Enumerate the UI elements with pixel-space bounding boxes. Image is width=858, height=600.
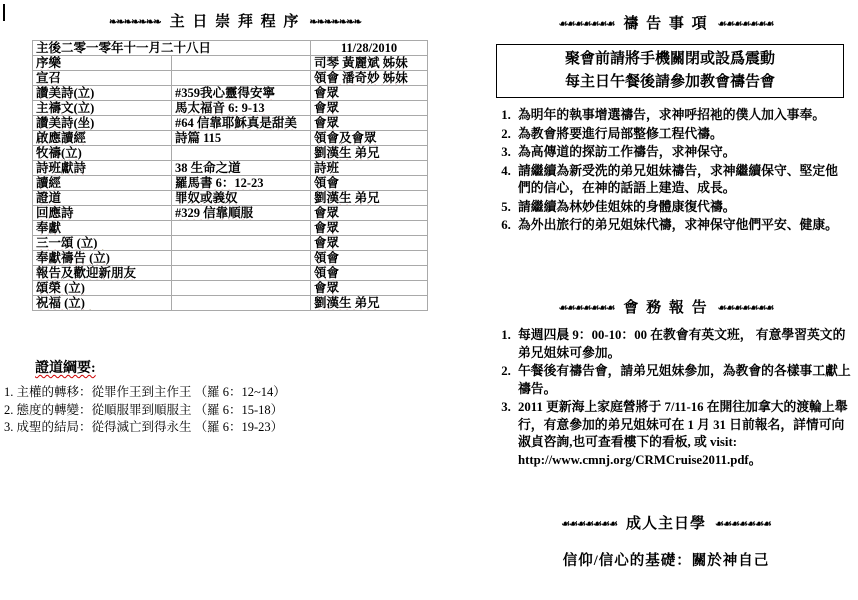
program-item: 主禱文(立) [36,101,95,115]
outline-item: 1. 主權的轉移：從罪作王到主作王 （羅 6：12~14） [4,384,286,402]
service-date-text: 主後二零一零年十一月二十八日 [36,41,212,55]
program-who: 領會 潘奇妙 姊妹 [314,71,408,85]
outline-item: 3. 成聖的結局：從得滅亡到得永生 （羅 6：19-23） [4,419,286,437]
program-item: 報告及歡迎新朋友 [36,266,137,280]
sermon-outline-heading [35,357,96,377]
program-item: 證道 [36,191,62,205]
prayer-section-title [478,12,854,33]
prayer-item: 6. 為外出旅行的弟兄姐妹代禱，求神保守他們平安、健康。 [514,217,850,235]
program-who: 會眾 [314,281,340,295]
program-item: 序樂 [36,56,62,70]
sunday-school-title-text: 成人主日學 [625,516,706,532]
program-item: 頌榮 (立) [36,281,85,295]
ornament-chain-icon: ☙☙☙☙☙☙☙ [715,519,771,530]
program-detail: 罪奴或義奴 [175,191,238,205]
program-detail: 詩篇 115 [175,131,222,145]
table-row [33,86,428,101]
program-item: 祝福 (立) [36,296,85,310]
phone-notice-box [496,44,844,98]
report-list [478,327,852,470]
program-who: 劉漢生 弟兄 [314,146,380,160]
program-item: 奉獻 [36,221,62,235]
program-who: 會眾 [314,221,340,235]
program-item: 讚美詩(坐) [36,116,95,130]
prayer-item: 1. 為明年的執事增選禱告，求神呼招祂的僕人加入事奉。 [514,107,850,125]
program-detail: 馬太福音 6: 9-13 [175,101,265,115]
program-who: 會眾 [314,116,340,130]
ornament-chain-icon: ☙☙☙☙☙☙☙ [717,303,774,314]
report-item: 3. 2011 更新海上家庭營將于 7/11-16 在開往加拿大的渡輪上舉行，有意參加的弟兄姐妹可在 1 月 31 日前報名，詳情可向淑貞咨詢,也可查看樓下的看板, 或 visit: http://www.cmnj.org/CRMCruise2011.pdf。 [514,399,852,469]
program-item: 牧禱(立) [36,146,82,160]
program-item: 奉獻禱告 (立) [36,251,110,265]
program-who: 劉漢生 弟兄 [314,296,380,310]
ornament-chain-icon: ❧❧❧❧❧❧❧ [309,17,362,28]
table-row [33,131,428,146]
program-item: 詩班獻詩 [36,161,87,175]
program-detail: #329 信靠順服 [175,206,254,220]
table-row [33,71,428,86]
table-row [33,176,428,191]
program-item: 讚美詩(立) [36,86,95,100]
table-row [33,56,428,71]
program-who: 領會及會眾 [314,131,377,145]
table-row [33,161,428,176]
worship-program-title [0,10,470,31]
table-row [33,296,428,311]
service-date-value: 11/28/2010 [340,41,398,55]
prayer-item: 3. 為高傳道的探訪工作禱告，求神保守。 [514,144,850,162]
report-title-text: 會 務 報 告 [623,300,709,316]
table-row [33,116,428,131]
report-item: 2. 午餐後有禱告會，請弟兄姐妹參加，為教會的各樣事工獻上禱告。 [514,363,852,398]
table-row [33,146,428,161]
table-row [33,221,428,236]
program-item: 三一頌 (立) [36,236,98,250]
program-who: 領會 [314,266,340,280]
table-row [33,251,428,266]
program-detail: #64 信靠耶穌真是甜美 [175,116,297,130]
prayer-item: 4. 請繼續為新受洗的弟兄姐妹禱告，求神繼續保守、堅定他們的信心，在神的話語上建造、成長。 [514,163,850,198]
table-row [33,206,428,221]
report-section-title [478,296,854,317]
program-who: 司琴 黃麗斌 姊妹 [314,56,408,70]
program-item: 宣召 [36,71,62,85]
program-who: 會眾 [314,86,340,100]
worship-program-table [32,40,428,311]
program-who: 會眾 [314,236,340,250]
outline-item: 2. 態度的轉變：從順服罪到順服主 （羅 6：15-18） [4,402,286,420]
table-row [33,191,428,206]
notice-line-2: 每主日午餐後請參加教會禱告會 [564,74,775,90]
program-detail: #359我心靈得安寧 [175,86,276,100]
ornament-chain-icon: ☙☙☙☙☙☙☙ [561,519,617,530]
table-row [33,41,428,56]
program-who: 領會 [314,176,340,190]
table-row [33,281,428,296]
program-who: 會眾 [314,206,340,220]
program-item: 回應詩 [36,206,74,220]
sunday-school-topic: 信仰/信心的基礎：關於神自己 [562,553,770,569]
prayer-list [478,107,850,236]
program-who: 詩班 [314,161,340,175]
sermon-outline-heading-text: 證道綱要: [35,361,96,376]
worship-program-title-text: 主 日 崇 拜 程 序 [169,14,301,30]
program-detail: 羅馬書 6：12-23 [175,176,264,190]
ornament-chain-icon: ☙☙☙☙☙☙☙ [558,19,615,30]
sermon-outline-list [4,384,286,437]
table-row [33,101,428,116]
ornament-chain-icon: ☙☙☙☙☙☙☙ [558,303,615,314]
program-item: 讀經 [36,176,62,190]
prayer-item: 2. 為教會將要進行局部整修工程代禱。 [514,126,850,144]
ornament-chain-icon: ☙☙☙☙☙☙☙ [717,19,774,30]
table-row [33,236,428,251]
program-who: 會眾 [314,101,340,115]
report-item: 1. 每週四晨 9：00-10：00 在教會有英文班， 有意學習英文的弟兄姐妹可參加。 [514,327,852,362]
notice-line-1: 聚會前請將手機關閉或設爲震動 [564,51,775,67]
prayer-item: 5. 請繼續為林妙佳姐妹的身體康復代禱。 [514,199,850,217]
program-detail: 38 生命之道 [175,161,241,175]
ornament-chain-icon: ❧❧❧❧❧❧❧ [108,17,161,28]
prayer-title-text: 禱 告 事 項 [623,16,709,32]
sunday-school-title [478,512,854,533]
program-item: 啟應讀經 [36,131,87,145]
table-row [33,266,428,281]
program-who: 領會 [314,251,340,265]
announcements-column [478,0,854,600]
program-who: 劉漢生 弟兄 [314,191,380,205]
